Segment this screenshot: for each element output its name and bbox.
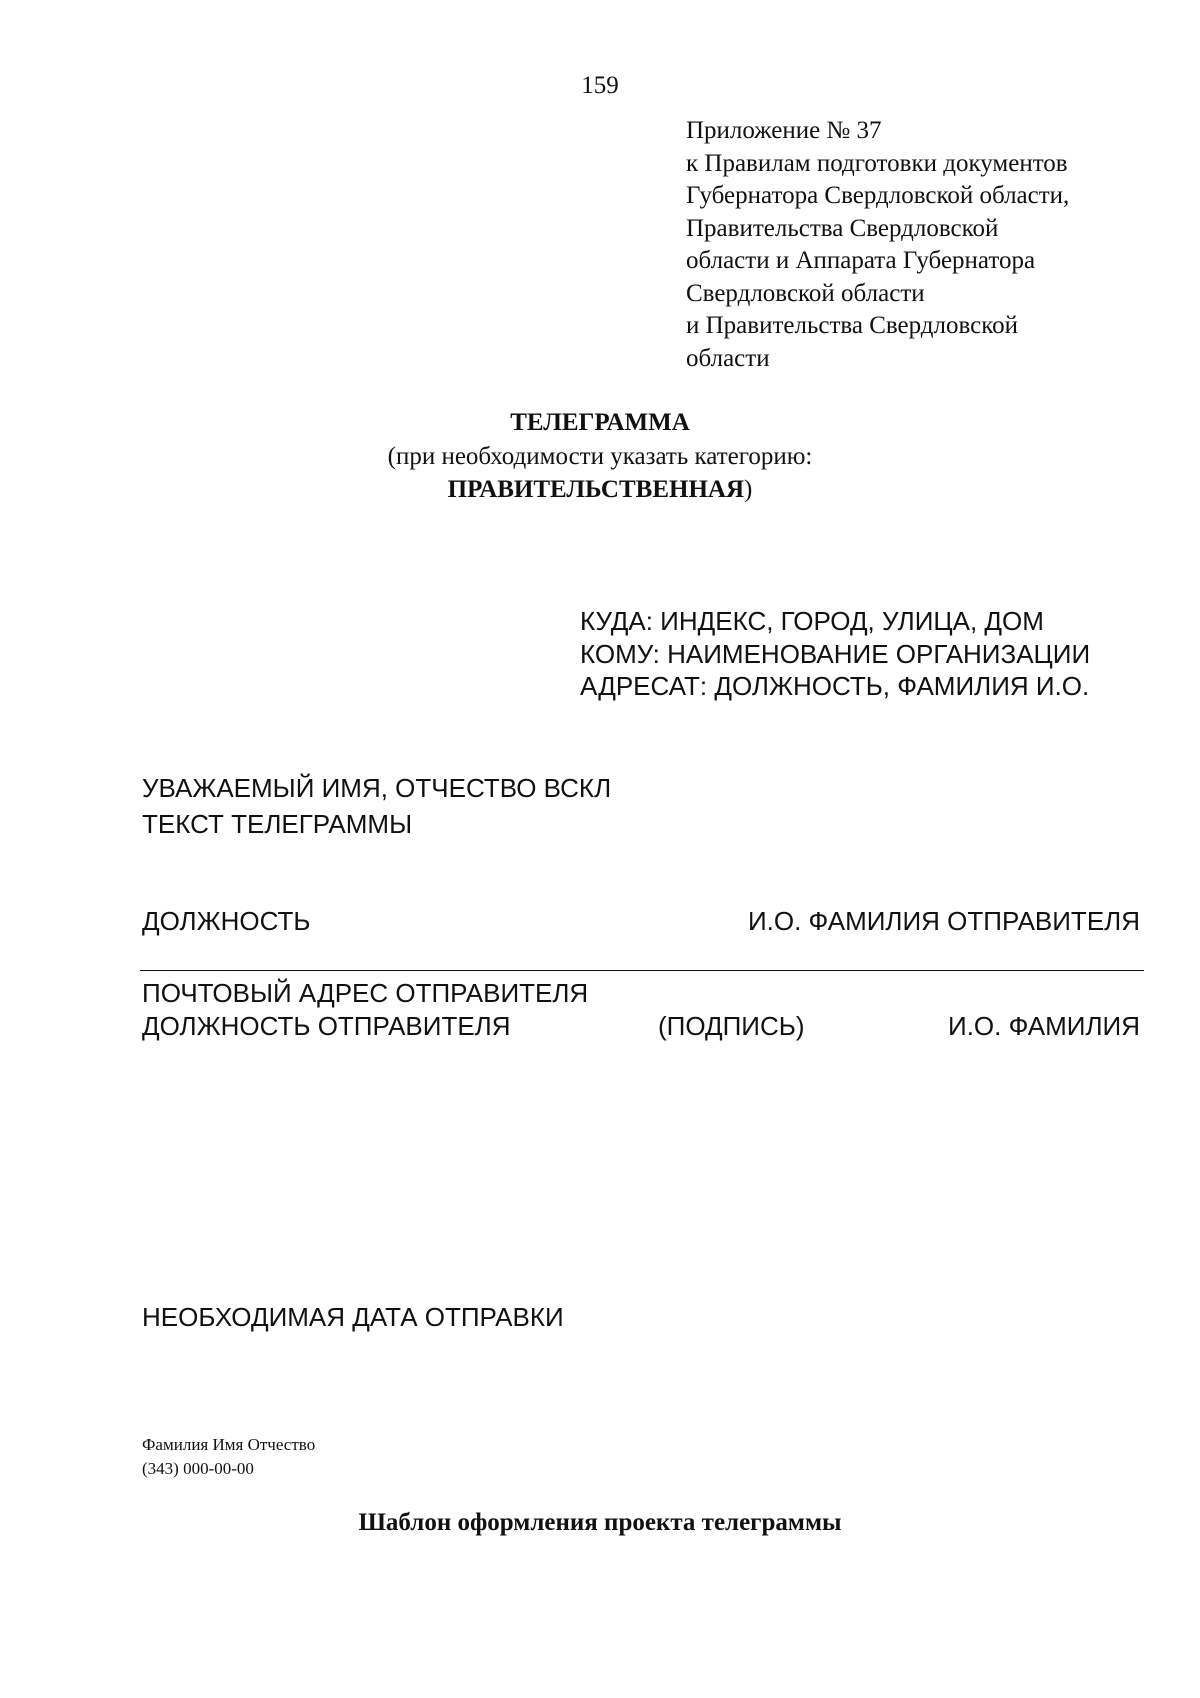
contact-name: Фамилия Имя Отчество (142, 1435, 316, 1454)
appendix-line: Свердловской области (686, 279, 925, 307)
telegram-text: ТЕКСТ ТЕЛЕГРАММЫ (142, 809, 413, 839)
telegram-body (142, 770, 611, 842)
category-close: ) (744, 476, 753, 503)
signature-sender-name: И.О. ФАМИЛИЯ ОТПРАВИТЕЛЯ (747, 906, 1140, 936)
appendix-line: Правительства Свердловской (686, 214, 999, 242)
contact-phone: (343) 000-00-00 (142, 1459, 254, 1478)
category-line (0, 474, 1200, 506)
signature-position: ДОЛЖНОСТЬ (142, 906, 311, 936)
postal-address: ПОЧТОВЫЙ АДРЕС ОТПРАВИТЕЛЯ (142, 978, 589, 1008)
signature-label: (ПОДПИСЬ) (658, 1011, 805, 1041)
document-title: ТЕЛЕГРАММА (510, 409, 690, 436)
sender-position: ДОЛЖНОСТЬ ОТПРАВИТЕЛЯ (142, 1011, 511, 1041)
appendix-line: Приложение № 37 (686, 117, 882, 144)
appendix-line: к Правилам подготовки документов (686, 149, 1068, 177)
sender-initials-surname: И.О. ФАМИЛИЯ (948, 1011, 1140, 1041)
send-date-label: НЕОБХОДИМАЯ ДАТА ОТПРАВКИ (142, 1302, 564, 1332)
appendix-line: области (686, 344, 770, 372)
appendix-line: Губернатора Свердловской области, (686, 182, 1070, 209)
appendix-line: области и Аппарата Губернатора (686, 247, 1036, 274)
address-addressee: АДРЕСАТ: ДОЛЖНОСТЬ, ФАМИЛИЯ И.О. (580, 671, 1090, 701)
document-subtitle: (при необходимости указать категорию: (387, 443, 813, 470)
category-label: ПРАВИТЕЛЬСТВЕННАЯ (447, 476, 744, 503)
page-number: 159 (581, 72, 619, 99)
appendix-note (686, 115, 1069, 375)
template-caption: Шаблон оформления проекта телеграммы (358, 1509, 842, 1536)
greeting-line: УВАЖАЕМЫЙ ИМЯ, ОТЧЕСТВО ВСКЛ (142, 773, 612, 803)
appendix-line: и Правительства Свердловской (686, 312, 1019, 339)
address-block (580, 605, 1090, 703)
separator-line (140, 970, 1144, 971)
address-to: КОМУ: НАИМЕНОВАНИЕ ОРГАНИЗАЦИИ (580, 638, 1091, 669)
contact-info (142, 1433, 315, 1481)
address-where: КУДА: ИНДЕКС, ГОРОД, УЛИЦА, ДОМ (580, 606, 1044, 636)
